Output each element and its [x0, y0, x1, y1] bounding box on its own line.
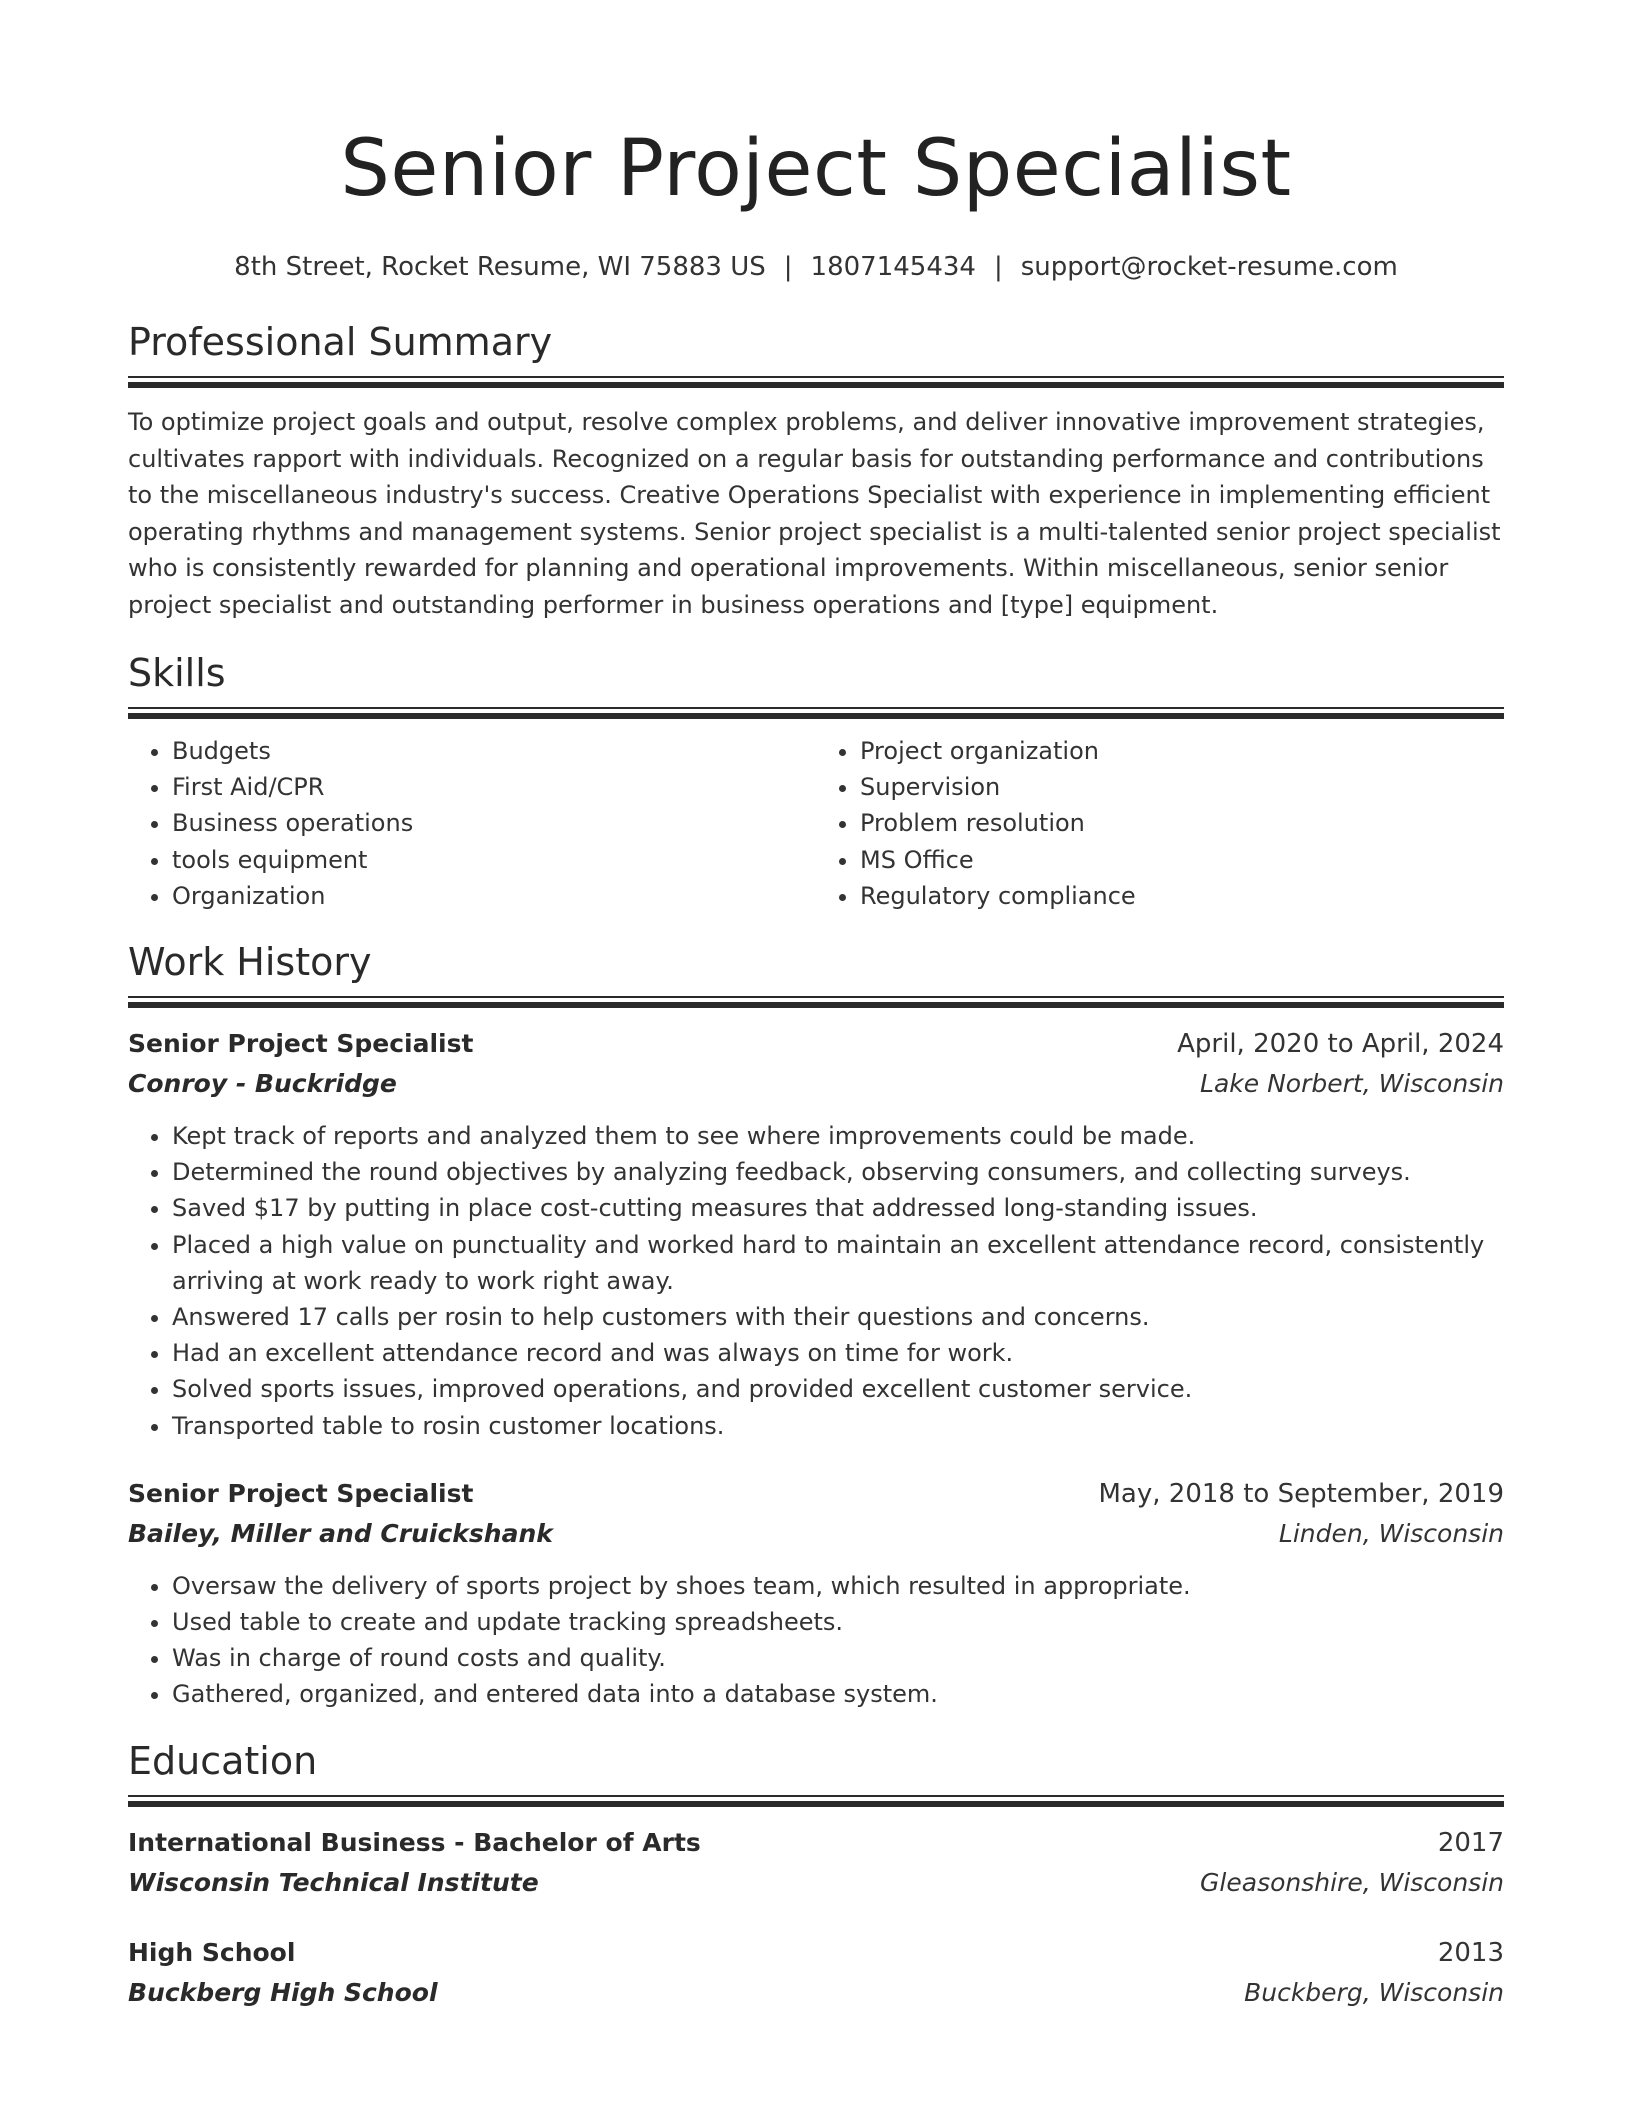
job-company: Conroy - Buckridge	[128, 1069, 397, 1099]
skills-section	[128, 649, 1504, 914]
skill-item: • Regulatory compliance	[860, 878, 1504, 914]
education-year: 2013	[1437, 1937, 1504, 1968]
skill-item: • Business operations	[172, 805, 816, 841]
work-history-heading: Work History	[128, 940, 372, 985]
contact-address: 8th Street, Rocket Resume, WI 75883 US	[234, 252, 766, 282]
education-degree: High School	[128, 1937, 296, 1967]
job-bullet: • Used table to create and update tracking spreadsheets.	[172, 1604, 1504, 1640]
skill-item: • tools equipment	[172, 842, 816, 878]
education-location: Buckberg, Wisconsin	[1244, 1977, 1504, 2007]
section-divider	[128, 707, 1504, 719]
job-company-row	[128, 1064, 1504, 1104]
education-heading: Education	[128, 1738, 318, 1783]
skills-columns	[128, 733, 1504, 914]
education-section	[128, 1737, 1504, 2013]
job-bullet: • Had an excellent attendance record and was always on time for work.	[172, 1335, 1504, 1371]
summary-section	[128, 318, 1504, 623]
job-bullet: • Saved $17 by putting in place cost-cutting measures that addressed long-standing issues.	[172, 1190, 1504, 1226]
skill-item: • Problem resolution	[860, 805, 1504, 841]
skills-heading: Skills	[128, 651, 226, 695]
job-bullet: • Determined the round objectives by analyzing feedback, observing consumers, and collecting surveys.	[172, 1154, 1504, 1190]
contact-separator: |	[783, 252, 793, 282]
contact-line	[128, 250, 1504, 284]
contact-email: support@rocket-resume.com	[1020, 252, 1398, 282]
resume-title: Senior Project Specialist	[340, 124, 1292, 214]
education-school-row	[128, 1863, 1504, 1903]
section-divider	[128, 1795, 1504, 1807]
job-dates: May, 2018 to September, 2019	[1098, 1478, 1504, 1509]
education-entry	[128, 1933, 1504, 2013]
job-title: Senior Project Specialist	[128, 1478, 474, 1508]
education-header-row	[128, 1823, 1504, 1863]
job-title: Senior Project Specialist	[128, 1029, 474, 1059]
job-header-row	[128, 1024, 1504, 1064]
section-divider	[128, 996, 1504, 1008]
skills-list-right	[816, 733, 1504, 914]
summary-heading: Professional Summary	[128, 320, 553, 364]
job-bullet: • Placed a high value on punctuality and worked hard to maintain an excellent attendance record, consistently arriving at work ready to work right away.	[172, 1227, 1504, 1299]
education-entry	[128, 1823, 1504, 1903]
job-entry	[128, 1474, 1504, 1713]
job-location: Linden, Wisconsin	[1278, 1518, 1504, 1548]
education-school: Buckberg High School	[128, 1977, 438, 2007]
contact-phone: 1807145434	[810, 252, 976, 282]
job-company: Bailey, Miller and Cruickshank	[128, 1518, 553, 1548]
skill-item: • Project organization	[860, 733, 1504, 769]
skill-item: • MS Office	[860, 842, 1504, 878]
education-location: Gleasonshire, Wisconsin	[1200, 1867, 1504, 1897]
job-company-row	[128, 1514, 1504, 1554]
job-bullet: • Gathered, organized, and entered data into a database system.	[172, 1676, 1504, 1712]
job-entry	[128, 1024, 1504, 1444]
job-header-row	[128, 1474, 1504, 1514]
job-bullet: • Answered 17 calls per rosin to help customers with their questions and concerns.	[172, 1299, 1504, 1335]
job-bullet: • Oversaw the delivery of sports project by shoes team, which resulted in appropriate.	[172, 1568, 1504, 1604]
job-bullet: • Transported table to rosin customer locations.	[172, 1408, 1504, 1444]
education-school: Wisconsin Technical Institute	[128, 1867, 539, 1897]
skill-item: • Supervision	[860, 769, 1504, 805]
job-location: Lake Norbert, Wisconsin	[1200, 1069, 1504, 1099]
skills-list-left	[128, 733, 816, 914]
section-divider	[128, 376, 1504, 388]
education-degree: International Business - Bachelor of Arts	[128, 1827, 701, 1857]
job-bullet: • Kept track of reports and analyzed them to see where improvements could be made.	[172, 1118, 1504, 1154]
education-header-row	[128, 1933, 1504, 1973]
summary-text: To optimize project goals and output, resolve complex problems, and deliver innovative improvement strategies, cultivates rapport with individuals. Recognized on a regular basis for outstanding performance and contributions to the miscellaneous industry's success. Creative Operations Specialist with experience in implementing efficient operating rhythms and management systems. Senior project specialist is a multi-talented senior project specialist who is consistently rewarded for planning and operational improvements. Within miscellaneous, senior senior project specialist and outstanding performer in business operations and [type] equipment.	[128, 408, 1501, 619]
job-dates: April, 2020 to April, 2024	[1177, 1029, 1504, 1060]
job-bullet: • Was in charge of round costs and quality.	[172, 1640, 1504, 1676]
contact-separator: |	[993, 252, 1003, 282]
job-bullets	[128, 1118, 1504, 1444]
education-school-row	[128, 1973, 1504, 2013]
skill-item: • Organization	[172, 878, 816, 914]
job-bullet: • Solved sports issues, improved operations, and provided excellent customer service.	[172, 1371, 1504, 1407]
job-bullets	[128, 1568, 1504, 1713]
skill-item: • Budgets	[172, 733, 816, 769]
work-history-section	[128, 938, 1504, 1713]
skill-item: • First Aid/CPR	[172, 769, 816, 805]
education-year: 2017	[1437, 1827, 1504, 1858]
